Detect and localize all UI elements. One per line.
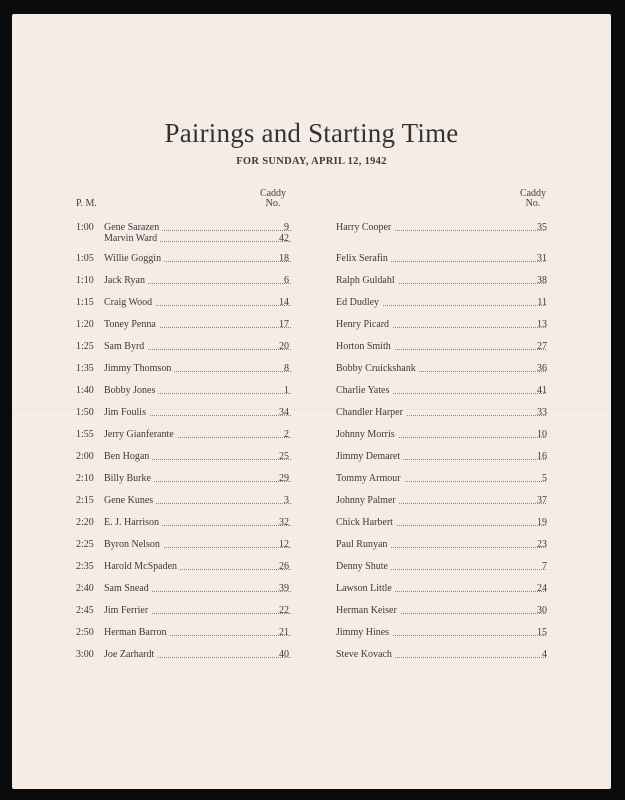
caddy-header-right: [513, 189, 553, 209]
caddy-number-right-text: 10: [537, 429, 547, 440]
player-name-right-text: Horton Smith: [336, 341, 394, 352]
caddy-number-left: [265, 385, 289, 397]
player-name-left: [104, 363, 174, 375]
caddy-number-left-text: 1: [284, 385, 289, 396]
caddy-number-left-text: 21: [279, 627, 289, 638]
player-name-left-text: Sam Byrd: [104, 341, 147, 352]
player-name-right-text: Denny Shute: [336, 561, 391, 572]
player-name-left: [104, 473, 154, 485]
player-name-right-text: Jimmy Demaret: [336, 451, 403, 462]
caddy-number-right: [523, 363, 547, 375]
page-title: Pairings and Starting Time: [164, 118, 459, 148]
caddy-number-left-text: 22: [279, 605, 289, 616]
caddy-number-left-text: 18: [279, 253, 289, 264]
caddy-number-right: [523, 627, 547, 639]
player-name-right: [336, 561, 391, 573]
caddy-number-right-text: 11: [537, 297, 547, 308]
caddy-number-right-text: 31: [537, 253, 547, 264]
caddy-number-right-text: 5: [542, 473, 547, 484]
player-name-left: [104, 275, 148, 287]
player-name-right-text: Tommy Armour: [336, 473, 404, 484]
caddy-number-left-text: 20: [279, 341, 289, 352]
table-row: [12, 561, 611, 575]
player-name-left-text: Byron Nelson: [104, 539, 163, 550]
player-name-left: [104, 407, 149, 419]
caddy-number-right-text: 41: [537, 385, 547, 396]
caddy-number-right: [523, 253, 547, 265]
table-row: [12, 451, 611, 465]
player-name-right: [336, 363, 419, 375]
caddy-number-right: [523, 473, 547, 485]
caddy-number-right-text: 35: [537, 222, 547, 233]
player-name-left-text: Toney Penna: [104, 319, 159, 330]
player-name-left-text: Craig Wood: [104, 297, 155, 308]
player-name-right: [336, 385, 392, 397]
player-name-left-text: Gene Kunes: [104, 495, 156, 506]
caddy-number-left: [265, 539, 289, 551]
table-row: [12, 627, 611, 641]
paper-sheet: [12, 14, 611, 789]
table-row: [12, 363, 611, 377]
start-time: 1:55: [76, 429, 94, 440]
player-name-right-text: Henry Picard: [336, 319, 392, 330]
caddy-number-left-text: 17: [279, 319, 289, 330]
start-time: 2:40: [76, 583, 94, 594]
start-time: 2:10: [76, 473, 94, 484]
player-name-right-text: Ed Dudley: [336, 297, 382, 308]
start-time: 1:20: [76, 319, 94, 330]
caddy-number-left: [265, 429, 289, 441]
caddy-number-left: [265, 451, 289, 463]
caddy-number-right-text: 16: [537, 451, 547, 462]
player-name-right-text: Steve Kovach: [336, 649, 395, 660]
caddy-number-left-text: 3: [284, 495, 289, 506]
caddy-number-left-text: 29: [279, 473, 289, 484]
start-time: 2:35: [76, 561, 94, 572]
player-name-right: [336, 319, 392, 331]
caddy-number-right: [523, 297, 547, 309]
player-name-right: [336, 495, 399, 507]
player-name-right: [336, 253, 391, 265]
caddy-number-right-text: 36: [537, 363, 547, 374]
caddy-number-left: [265, 473, 289, 485]
start-time: 1:25: [76, 341, 94, 352]
caddy-number-right-text: 27: [537, 341, 547, 352]
caddy-number-left-text: 6: [284, 275, 289, 286]
caddy-number-right-text: 7: [542, 561, 547, 572]
player-name-left: [104, 233, 160, 245]
start-time: 1:10: [76, 275, 94, 286]
player-name-right: [336, 407, 406, 419]
table-row: [12, 473, 611, 487]
table-row: [12, 539, 611, 553]
player-name-left: [104, 649, 157, 661]
caddy-number-left: [265, 363, 289, 375]
player-name-left-text: Marvin Ward: [104, 233, 160, 244]
player-name-left-text: Jim Ferrier: [104, 605, 151, 616]
caddy-number-right: [523, 583, 547, 595]
player-name-right: [336, 297, 382, 309]
player-name-right: [336, 627, 392, 639]
player-name-left: [104, 451, 152, 463]
player-name-right: [336, 473, 404, 485]
caddy-number-right: [523, 451, 547, 463]
player-name-left-text: Bobby Jones: [104, 385, 158, 396]
start-time: 2:50: [76, 627, 94, 638]
caddy-number-left-text: 12: [279, 539, 289, 550]
caddy-header-right-line1: Caddy: [519, 188, 547, 199]
player-name-right-text: Jimmy Hines: [336, 627, 392, 638]
player-name-left: [104, 561, 180, 573]
player-name-left: [104, 341, 147, 353]
table-row-extra: [12, 233, 611, 247]
table-row: [12, 649, 611, 663]
caddy-number-right: [523, 517, 547, 529]
player-name-right: [336, 341, 394, 353]
caddy-number-right: [523, 319, 547, 331]
caddy-number-right: [523, 649, 547, 661]
table-row: [12, 319, 611, 333]
caddy-number-right-text: 15: [537, 627, 547, 638]
caddy-number-left: [265, 627, 289, 639]
table-row: [12, 253, 611, 267]
player-name-right: [336, 539, 390, 551]
caddy-number-right: [523, 539, 547, 551]
caddy-header-left: [253, 189, 293, 209]
caddy-number-left: [265, 297, 289, 309]
caddy-number-left: [265, 275, 289, 287]
caddy-number-left: [265, 583, 289, 595]
table-row: [12, 275, 611, 289]
table-row: [12, 385, 611, 399]
player-name-right: [336, 517, 396, 529]
player-name-right: [336, 649, 395, 661]
caddy-number-right: [523, 385, 547, 397]
player-name-right-text: Charlie Yates: [336, 385, 392, 396]
caddy-number-left: [265, 495, 289, 507]
caddy-number-left-text: 8: [284, 363, 289, 374]
caddy-number-left-text: 2: [284, 429, 289, 440]
player-name-left-text: Ben Hogan: [104, 451, 152, 462]
table-row: [12, 297, 611, 311]
caddy-number-right-text: 37: [537, 495, 547, 506]
player-name-right-text: Johnny Morris: [336, 429, 398, 440]
caddy-number-right-text: 4: [542, 649, 547, 660]
page-subtitle: FOR SUNDAY, APRIL 12, 1942: [236, 156, 387, 167]
caddy-number-left-text: 26: [279, 561, 289, 572]
player-name-left-text: Billy Burke: [104, 473, 154, 484]
table-row: [12, 517, 611, 531]
start-time: 2:45: [76, 605, 94, 616]
player-name-left: [104, 429, 177, 441]
caddy-number-right-text: 19: [537, 517, 547, 528]
player-name-left-text: Herman Barron: [104, 627, 169, 638]
caddy-number-right-text: 13: [537, 319, 547, 330]
table-row: [12, 605, 611, 619]
caddy-number-right-text: 24: [537, 583, 547, 594]
table-row: [12, 583, 611, 597]
caddy-number-left-text: 40: [279, 649, 289, 660]
start-time: 1:00: [76, 222, 94, 233]
caddy-header-right-line2: No.: [525, 198, 541, 209]
caddy-number-left: [265, 517, 289, 529]
caddy-number-right: [523, 605, 547, 617]
caddy-header-left-line2: No.: [265, 198, 281, 209]
player-name-left: [104, 319, 159, 331]
start-time: 1:05: [76, 253, 94, 264]
player-name-left-text: Joe Zarhardt: [104, 649, 157, 660]
player-name-left-text: E. J. Harrison: [104, 517, 162, 528]
player-name-left-text: Jack Ryan: [104, 275, 148, 286]
player-name-left: [104, 385, 158, 397]
caddy-number-left: [265, 341, 289, 353]
table-row: [12, 341, 611, 355]
player-name-left-text: Jimmy Thomson: [104, 363, 174, 374]
start-time: 2:25: [76, 539, 94, 550]
start-time: 1:40: [76, 385, 94, 396]
table-row: [12, 429, 611, 443]
player-name-right-text: Herman Keiser: [336, 605, 400, 616]
player-name-left: [104, 495, 156, 507]
start-time: 3:00: [76, 649, 94, 660]
player-name-left: [104, 517, 162, 529]
player-name-right: [336, 583, 395, 595]
player-name-left: [104, 539, 163, 551]
player-name-right: [336, 451, 403, 463]
caddy-number-left-text: 25: [279, 451, 289, 462]
caddy-number-left-text: 14: [279, 297, 289, 308]
player-name-left-text: Jerry Gianferante: [104, 429, 177, 440]
start-time: 2:00: [76, 451, 94, 462]
caddy-number-left: [265, 233, 289, 245]
start-time: 1:15: [76, 297, 94, 308]
player-name-right-text: Harry Cooper: [336, 222, 394, 233]
player-name-right-text: Bobby Cruickshank: [336, 363, 419, 374]
start-time: 1:35: [76, 363, 94, 374]
player-name-right-text: Felix Serafin: [336, 253, 391, 264]
caddy-number-left-text: 32: [279, 517, 289, 528]
player-name-left-text: Gene Sarazen: [104, 222, 162, 233]
caddy-number-right: [523, 429, 547, 441]
pm-header: P. M.: [76, 198, 97, 209]
caddy-number-right: [523, 407, 547, 419]
player-name-right-text: Chandler Harper: [336, 407, 406, 418]
player-name-left-text: Sam Snead: [104, 583, 152, 594]
player-name-right-text: Paul Runyan: [336, 539, 390, 550]
caddy-header-left-line1: Caddy: [259, 188, 287, 199]
caddy-number-right-text: 33: [537, 407, 547, 418]
caddy-number-left-text: 34: [279, 407, 289, 418]
player-name-left: [104, 253, 164, 265]
player-name-left: [104, 605, 151, 617]
caddy-number-right-text: 23: [537, 539, 547, 550]
caddy-number-right: [523, 495, 547, 507]
caddy-number-left-text: 42: [279, 233, 289, 244]
player-name-left-text: Jim Foulis: [104, 407, 149, 418]
start-time: 2:15: [76, 495, 94, 506]
player-name-right-text: Lawson Little: [336, 583, 395, 594]
caddy-number-left-text: 9: [284, 222, 289, 233]
table-row: [12, 407, 611, 421]
player-name-left: [104, 583, 152, 595]
caddy-number-left-text: 39: [279, 583, 289, 594]
caddy-number-left: [265, 649, 289, 661]
player-name-left: [104, 627, 169, 639]
player-name-right-text: Chick Harbert: [336, 517, 396, 528]
caddy-number-left: [265, 319, 289, 331]
player-name-right: [336, 275, 398, 287]
caddy-number-left: [265, 605, 289, 617]
table-row: [12, 495, 611, 509]
caddy-number-right: [523, 561, 547, 573]
caddy-number-left: [265, 407, 289, 419]
caddy-number-right-text: 38: [537, 275, 547, 286]
caddy-number-left: [265, 253, 289, 265]
start-time: 1:50: [76, 407, 94, 418]
player-name-left: [104, 297, 155, 309]
player-name-left-text: Harold McSpaden: [104, 561, 180, 572]
player-name-right: [336, 605, 400, 617]
caddy-number-right-text: 30: [537, 605, 547, 616]
player-name-left-text: Willie Goggin: [104, 253, 164, 264]
player-name-right: [336, 429, 398, 441]
start-time: 2:20: [76, 517, 94, 528]
player-name-right-text: Ralph Guldahl: [336, 275, 398, 286]
caddy-number-right: [523, 341, 547, 353]
caddy-number-left: [265, 561, 289, 573]
player-name-right-text: Johnny Palmer: [336, 495, 399, 506]
caddy-number-right: [523, 275, 547, 287]
